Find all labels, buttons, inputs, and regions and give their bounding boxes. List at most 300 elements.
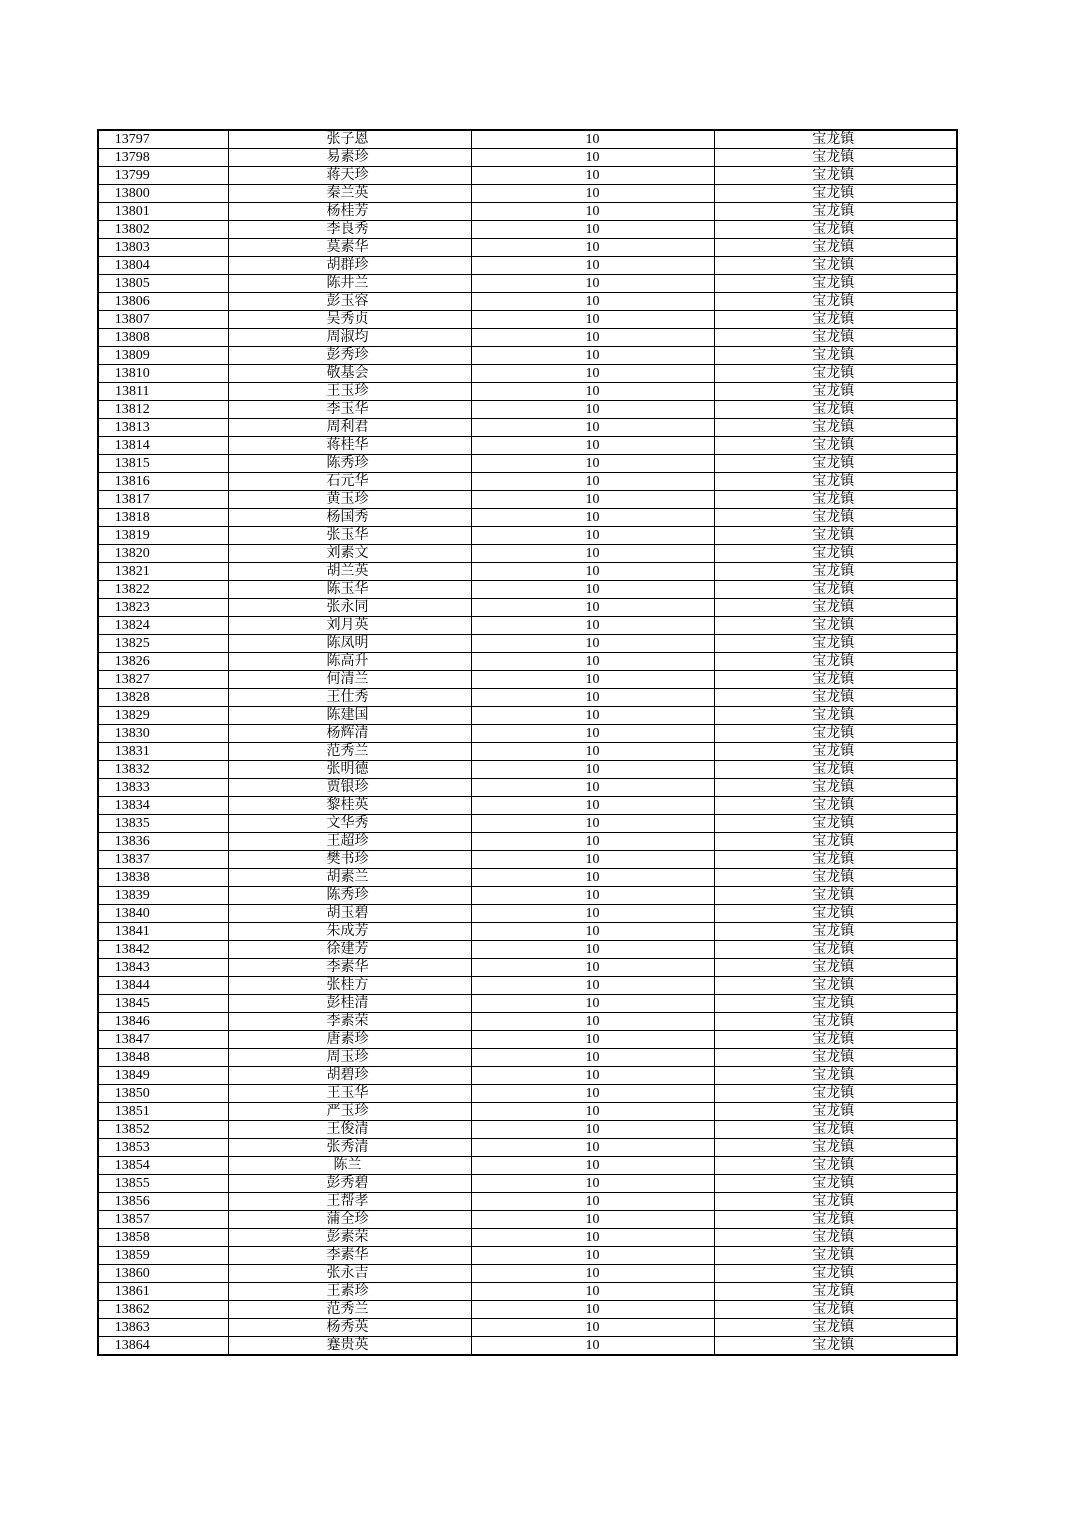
person-name-cell: 胡玉碧 [228,905,471,923]
table-row [98,1067,957,1085]
amount-cell: 10 [471,437,714,455]
amount-cell: 10 [471,545,714,563]
town-cell: 宝龙镇 [714,221,957,239]
amount-cell: 10 [471,743,714,761]
record-number-cell: 13838 [98,869,228,887]
town-cell: 宝龙镇 [714,1031,957,1049]
amount-cell: 10 [471,1067,714,1085]
person-name-cell: 彭素荣 [228,1229,471,1247]
amount-cell: 10 [471,1265,714,1283]
record-number-cell: 13850 [98,1085,228,1103]
amount-cell: 10 [471,401,714,419]
town-cell: 宝龙镇 [714,419,957,437]
record-number-cell: 13807 [98,311,228,329]
town-cell: 宝龙镇 [714,1229,957,1247]
record-number-cell: 13841 [98,923,228,941]
person-name-cell: 严玉珍 [228,1103,471,1121]
person-name-cell: 陈凤明 [228,635,471,653]
person-name-cell: 彭秀碧 [228,1175,471,1193]
table-row [98,563,957,581]
town-cell: 宝龙镇 [714,923,957,941]
amount-cell: 10 [471,1229,714,1247]
record-number-cell: 13819 [98,527,228,545]
table-row [98,473,957,491]
table-row [98,347,957,365]
amount-cell: 10 [471,473,714,491]
table-row [98,581,957,599]
person-name-cell: 刘素文 [228,545,471,563]
record-number-cell: 13832 [98,761,228,779]
record-number-cell: 13817 [98,491,228,509]
person-name-cell: 李玉华 [228,401,471,419]
person-name-cell: 张子恩 [228,130,471,149]
table-row [98,383,957,401]
town-cell: 宝龙镇 [714,779,957,797]
amount-cell: 10 [471,1193,714,1211]
amount-cell: 10 [471,941,714,959]
record-number-cell: 13828 [98,689,228,707]
person-name-cell: 彭桂清 [228,995,471,1013]
town-cell: 宝龙镇 [714,869,957,887]
town-cell: 宝龙镇 [714,887,957,905]
table-row [98,1175,957,1193]
person-name-cell: 王仕秀 [228,689,471,707]
record-number-cell: 13835 [98,815,228,833]
table-row [98,203,957,221]
amount-cell: 10 [471,347,714,365]
town-cell: 宝龙镇 [714,257,957,275]
amount-cell: 10 [471,203,714,221]
table-row [98,959,957,977]
town-cell: 宝龙镇 [714,509,957,527]
person-name-cell: 蹇贵英 [228,1337,471,1356]
table-row [98,1193,957,1211]
table-row [98,149,957,167]
table-row [98,815,957,833]
town-cell: 宝龙镇 [714,941,957,959]
town-cell: 宝龙镇 [714,1337,957,1356]
person-name-cell: 周利君 [228,419,471,437]
record-number-cell: 13840 [98,905,228,923]
amount-cell: 10 [471,905,714,923]
record-number-cell: 13797 [98,130,228,149]
person-name-cell: 范秀兰 [228,743,471,761]
record-number-cell: 13849 [98,1067,228,1085]
record-number-cell: 13820 [98,545,228,563]
amount-cell: 10 [471,1103,714,1121]
table-row [98,545,957,563]
town-cell: 宝龙镇 [714,689,957,707]
amount-cell: 10 [471,130,714,149]
person-name-cell: 胡群珍 [228,257,471,275]
person-name-cell: 张秀清 [228,1139,471,1157]
amount-cell: 10 [471,221,714,239]
amount-cell: 10 [471,959,714,977]
amount-cell: 10 [471,1031,714,1049]
person-name-cell: 文华秀 [228,815,471,833]
record-number-cell: 13836 [98,833,228,851]
town-cell: 宝龙镇 [714,1175,957,1193]
amount-cell: 10 [471,293,714,311]
record-number-cell: 13859 [98,1247,228,1265]
table-row [98,419,957,437]
amount-cell: 10 [471,653,714,671]
amount-cell: 10 [471,239,714,257]
record-number-cell: 13813 [98,419,228,437]
table-row [98,275,957,293]
table-row [98,1031,957,1049]
person-name-cell: 陈高升 [228,653,471,671]
person-name-cell: 陈秀珍 [228,455,471,473]
amount-cell: 10 [471,581,714,599]
town-cell: 宝龙镇 [714,203,957,221]
record-number-cell: 13805 [98,275,228,293]
record-number-cell: 13857 [98,1211,228,1229]
town-cell: 宝龙镇 [714,815,957,833]
town-cell: 宝龙镇 [714,725,957,743]
record-number-cell: 13834 [98,797,228,815]
table-row [98,167,957,185]
town-cell: 宝龙镇 [714,1085,957,1103]
amount-cell: 10 [471,635,714,653]
town-cell: 宝龙镇 [714,671,957,689]
table-row [98,1211,957,1229]
person-name-cell: 周淑均 [228,329,471,347]
town-cell: 宝龙镇 [714,797,957,815]
record-number-cell: 13851 [98,1103,228,1121]
table-row [98,995,957,1013]
person-name-cell: 陈玉华 [228,581,471,599]
amount-cell: 10 [471,977,714,995]
person-name-cell: 陈秀珍 [228,887,471,905]
record-number-cell: 13802 [98,221,228,239]
person-name-cell: 蒋桂华 [228,437,471,455]
town-cell: 宝龙镇 [714,1265,957,1283]
town-cell: 宝龙镇 [714,1049,957,1067]
amount-cell: 10 [471,707,714,725]
town-cell: 宝龙镇 [714,905,957,923]
table-row [98,635,957,653]
amount-cell: 10 [471,527,714,545]
record-number-cell: 13815 [98,455,228,473]
town-cell: 宝龙镇 [714,1013,957,1031]
table-row [98,221,957,239]
table-row [98,725,957,743]
person-name-cell: 彭秀珍 [228,347,471,365]
table-row [98,491,957,509]
town-cell: 宝龙镇 [714,527,957,545]
person-name-cell: 敬基会 [228,365,471,383]
person-name-cell: 周玉珍 [228,1049,471,1067]
record-number-cell: 13839 [98,887,228,905]
amount-cell: 10 [471,671,714,689]
person-name-cell: 吴秀贞 [228,311,471,329]
record-number-cell: 13833 [98,779,228,797]
person-name-cell: 王帮孝 [228,1193,471,1211]
person-name-cell: 石元华 [228,473,471,491]
person-name-cell: 贾银珍 [228,779,471,797]
table-row [98,1337,957,1356]
person-name-cell: 张明德 [228,761,471,779]
town-cell: 宝龙镇 [714,293,957,311]
amount-cell: 10 [471,1283,714,1301]
town-cell: 宝龙镇 [714,707,957,725]
amount-cell: 10 [471,995,714,1013]
table-row [98,1049,957,1067]
table-row [98,130,957,149]
table-row [98,887,957,905]
record-number-cell: 13803 [98,239,228,257]
table-row [98,977,957,995]
record-number-cell: 13842 [98,941,228,959]
town-cell: 宝龙镇 [714,653,957,671]
table-row [98,905,957,923]
table-row [98,527,957,545]
amount-cell: 10 [471,563,714,581]
person-name-cell: 唐素珍 [228,1031,471,1049]
amount-cell: 10 [471,1085,714,1103]
record-number-cell: 13818 [98,509,228,527]
amount-cell: 10 [471,383,714,401]
town-cell: 宝龙镇 [714,1121,957,1139]
table-row [98,293,957,311]
person-name-cell: 李素华 [228,1247,471,1265]
person-name-cell: 彭玉容 [228,293,471,311]
table-row [98,401,957,419]
amount-cell: 10 [471,833,714,851]
town-cell: 宝龙镇 [714,491,957,509]
town-cell: 宝龙镇 [714,1211,957,1229]
record-number-cell: 13853 [98,1139,228,1157]
person-name-cell: 范秀兰 [228,1301,471,1319]
amount-cell: 10 [471,509,714,527]
town-cell: 宝龙镇 [714,383,957,401]
amount-cell: 10 [471,455,714,473]
person-name-cell: 胡素兰 [228,869,471,887]
amount-cell: 10 [471,689,714,707]
town-cell: 宝龙镇 [714,473,957,491]
table-row [98,851,957,869]
record-number-cell: 13826 [98,653,228,671]
table-row [98,311,957,329]
town-cell: 宝龙镇 [714,365,957,383]
amount-cell: 10 [471,779,714,797]
table-row [98,1121,957,1139]
record-number-cell: 13831 [98,743,228,761]
amount-cell: 10 [471,869,714,887]
record-number-cell: 13845 [98,995,228,1013]
person-name-cell: 杨秀英 [228,1319,471,1337]
record-number-cell: 13844 [98,977,228,995]
table-row [98,1247,957,1265]
person-name-cell: 胡碧珍 [228,1067,471,1085]
town-cell: 宝龙镇 [714,761,957,779]
record-number-cell: 13811 [98,383,228,401]
town-cell: 宝龙镇 [714,1301,957,1319]
town-cell: 宝龙镇 [714,185,957,203]
person-name-cell: 张永同 [228,599,471,617]
amount-cell: 10 [471,275,714,293]
amount-cell: 10 [471,1013,714,1031]
record-number-cell: 13852 [98,1121,228,1139]
person-name-cell: 张桂方 [228,977,471,995]
amount-cell: 10 [471,329,714,347]
record-number-cell: 13821 [98,563,228,581]
person-name-cell: 张永吉 [228,1265,471,1283]
town-cell: 宝龙镇 [714,347,957,365]
person-name-cell: 陈建国 [228,707,471,725]
record-number-cell: 13823 [98,599,228,617]
town-cell: 宝龙镇 [714,311,957,329]
town-cell: 宝龙镇 [714,130,957,149]
person-name-cell: 陈兰 [228,1157,471,1175]
table-row [98,437,957,455]
table-row [98,833,957,851]
record-number-cell: 13806 [98,293,228,311]
record-number-cell: 13822 [98,581,228,599]
table-row [98,743,957,761]
person-name-cell: 何清兰 [228,671,471,689]
record-number-cell: 13801 [98,203,228,221]
amount-cell: 10 [471,1211,714,1229]
person-name-cell: 杨辉清 [228,725,471,743]
amount-cell: 10 [471,311,714,329]
amount-cell: 10 [471,1175,714,1193]
table-row [98,1157,957,1175]
town-cell: 宝龙镇 [714,1283,957,1301]
table-row [98,689,957,707]
person-name-cell: 莫素华 [228,239,471,257]
town-cell: 宝龙镇 [714,977,957,995]
person-name-cell: 朱成芳 [228,923,471,941]
record-number-cell: 13824 [98,617,228,635]
table-row [98,941,957,959]
person-name-cell: 王超珍 [228,833,471,851]
record-number-cell: 13837 [98,851,228,869]
town-cell: 宝龙镇 [714,959,957,977]
record-number-cell: 13827 [98,671,228,689]
table-row [98,617,957,635]
amount-cell: 10 [471,1121,714,1139]
town-cell: 宝龙镇 [714,239,957,257]
person-name-cell: 胡兰英 [228,563,471,581]
record-number-cell: 13864 [98,1337,228,1356]
record-number-cell: 13825 [98,635,228,653]
person-name-cell: 秦兰英 [228,185,471,203]
record-number-cell: 13846 [98,1013,228,1031]
record-number-cell: 13848 [98,1049,228,1067]
person-name-cell: 杨桂芳 [228,203,471,221]
amount-cell: 10 [471,1247,714,1265]
table-row [98,509,957,527]
record-number-cell: 13810 [98,365,228,383]
person-name-cell: 易素珍 [228,149,471,167]
town-cell: 宝龙镇 [714,1319,957,1337]
record-number-cell: 13863 [98,1319,228,1337]
record-number-cell: 13829 [98,707,228,725]
table-row [98,239,957,257]
amount-cell: 10 [471,1337,714,1356]
town-cell: 宝龙镇 [714,149,957,167]
table-row [98,671,957,689]
person-name-cell: 李素华 [228,959,471,977]
table-row [98,869,957,887]
amount-cell: 10 [471,617,714,635]
record-number-cell: 13799 [98,167,228,185]
amount-cell: 10 [471,419,714,437]
person-name-cell: 王玉华 [228,1085,471,1103]
record-number-cell: 13862 [98,1301,228,1319]
town-cell: 宝龙镇 [714,851,957,869]
person-name-cell: 李良秀 [228,221,471,239]
record-number-cell: 13830 [98,725,228,743]
person-name-cell: 王俊清 [228,1121,471,1139]
town-cell: 宝龙镇 [714,1067,957,1085]
town-cell: 宝龙镇 [714,1193,957,1211]
town-cell: 宝龙镇 [714,599,957,617]
amount-cell: 10 [471,365,714,383]
table-row [98,1013,957,1031]
amount-cell: 10 [471,1319,714,1337]
amount-cell: 10 [471,797,714,815]
record-number-cell: 13798 [98,149,228,167]
record-number-cell: 13861 [98,1283,228,1301]
amount-cell: 10 [471,725,714,743]
amount-cell: 10 [471,1157,714,1175]
amount-cell: 10 [471,1139,714,1157]
amount-cell: 10 [471,815,714,833]
town-cell: 宝龙镇 [714,635,957,653]
record-number-cell: 13800 [98,185,228,203]
record-number-cell: 13860 [98,1265,228,1283]
person-name-cell: 蒋天珍 [228,167,471,185]
town-cell: 宝龙镇 [714,455,957,473]
person-name-cell: 黎桂英 [228,797,471,815]
table-row [98,653,957,671]
amount-cell: 10 [471,1049,714,1067]
person-name-cell: 蒲全珍 [228,1211,471,1229]
table-row [98,1265,957,1283]
table-row [98,707,957,725]
amount-cell: 10 [471,185,714,203]
town-cell: 宝龙镇 [714,275,957,293]
town-cell: 宝龙镇 [714,833,957,851]
table-row [98,1301,957,1319]
person-name-cell: 王玉珍 [228,383,471,401]
person-name-cell: 刘月英 [228,617,471,635]
table-row [98,1229,957,1247]
table-row [98,1103,957,1121]
record-number-cell: 13809 [98,347,228,365]
amount-cell: 10 [471,599,714,617]
amount-cell: 10 [471,761,714,779]
town-cell: 宝龙镇 [714,617,957,635]
amount-cell: 10 [471,257,714,275]
roster-table [97,129,958,1356]
table-row [98,923,957,941]
record-number-cell: 13854 [98,1157,228,1175]
town-cell: 宝龙镇 [714,545,957,563]
record-number-cell: 13847 [98,1031,228,1049]
table-row [98,365,957,383]
amount-cell: 10 [471,491,714,509]
person-name-cell: 樊书珍 [228,851,471,869]
table-row [98,599,957,617]
table-row [98,1283,957,1301]
record-number-cell: 13843 [98,959,228,977]
town-cell: 宝龙镇 [714,1157,957,1175]
town-cell: 宝龙镇 [714,437,957,455]
